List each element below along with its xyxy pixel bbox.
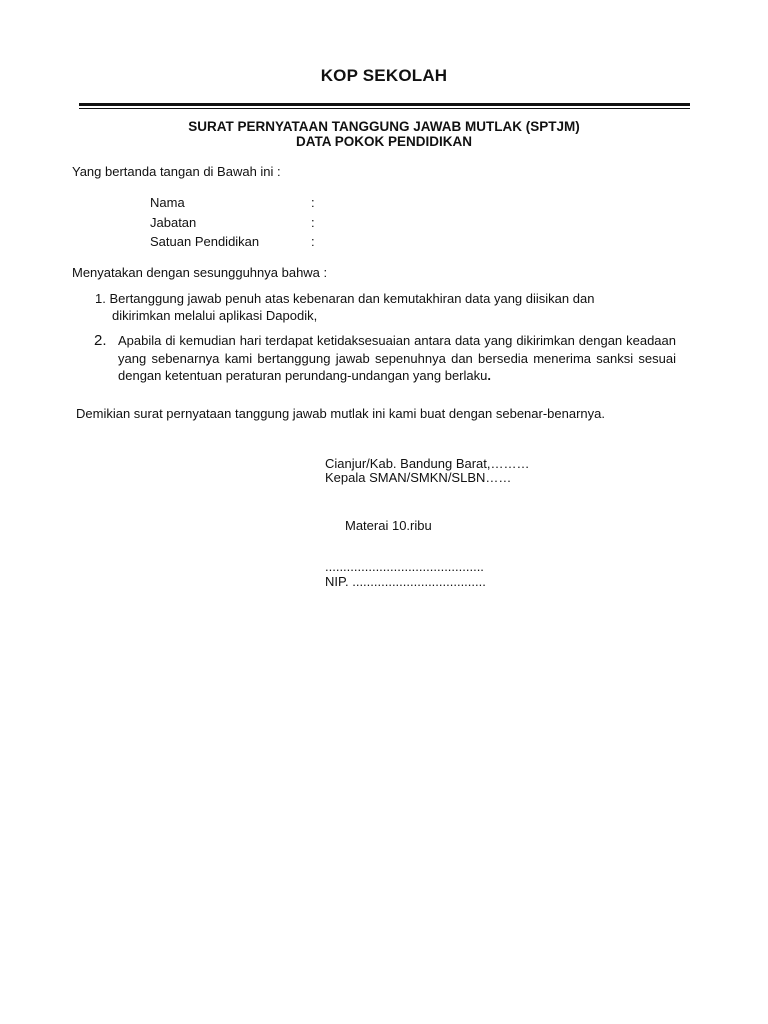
document-title-line-1: SURAT PERNYATAAN TANGGUNG JAWAB MUTLAK (SPTJM)	[188, 119, 580, 134]
letterhead-rule-thick	[79, 103, 690, 106]
statement-2-number: 2.	[94, 332, 107, 349]
signature-name-line: ............................................	[325, 559, 484, 574]
statement-2-text: Apabila di kemudian hari terdapat ketidaksesuaian antara data yang dikirimkan dengan keadaan yang sebenarnya kami bertanggung jawab sepenuhnya dan bersedia menerima sanksi sesuai dengan ketentuan peraturan perundang-undangan yang berlaku	[118, 333, 676, 383]
closing-text: Demikian surat pernyataan tanggung jawab mutlak ini kami buat dengan sebenar-benarnya.	[76, 406, 605, 421]
document-title-line-2: DATA POKOK PENDIDIKAN	[295, 134, 472, 149]
field-colon-nama: :	[311, 195, 315, 210]
statement-1-line-2: dikirimkan melalui aplikasi Dapodik,	[112, 307, 318, 323]
letterhead-rule-thin	[79, 108, 690, 109]
signature-position: Kepala SMAN/SMKN/SLBN……	[325, 470, 512, 485]
statement-1-number: 1.	[95, 291, 106, 306]
field-label-nama: Nama	[150, 195, 185, 210]
letterhead-title: KOP SEKOLAH	[320, 66, 448, 85]
field-label-satuan-pendidikan: Satuan Pendidikan	[150, 234, 260, 249]
statement-2	[118, 332, 676, 385]
signature-place-date: Cianjur/Kab. Bandung Barat,………	[325, 456, 530, 471]
statement-1	[95, 291, 655, 324]
field-label-jabatan: Jabatan	[150, 215, 197, 230]
field-colon-satuan-pendidikan: :	[311, 234, 315, 249]
stamp-duty-note: Materai 10.ribu	[345, 518, 432, 533]
intro-text: Yang bertanda tangan di Bawah ini :	[72, 164, 281, 179]
field-colon-jabatan: :	[311, 215, 315, 230]
signature-nip: NIP. .....................................	[325, 574, 486, 589]
statement-1-line-1: Bertanggung jawab penuh atas kebenaran dan kemutakhiran data yang diisikan dan	[109, 291, 595, 306]
declaration-text: Menyatakan dengan sesungguhnya bahwa :	[72, 265, 328, 280]
statement-2-end: .	[487, 368, 491, 383]
